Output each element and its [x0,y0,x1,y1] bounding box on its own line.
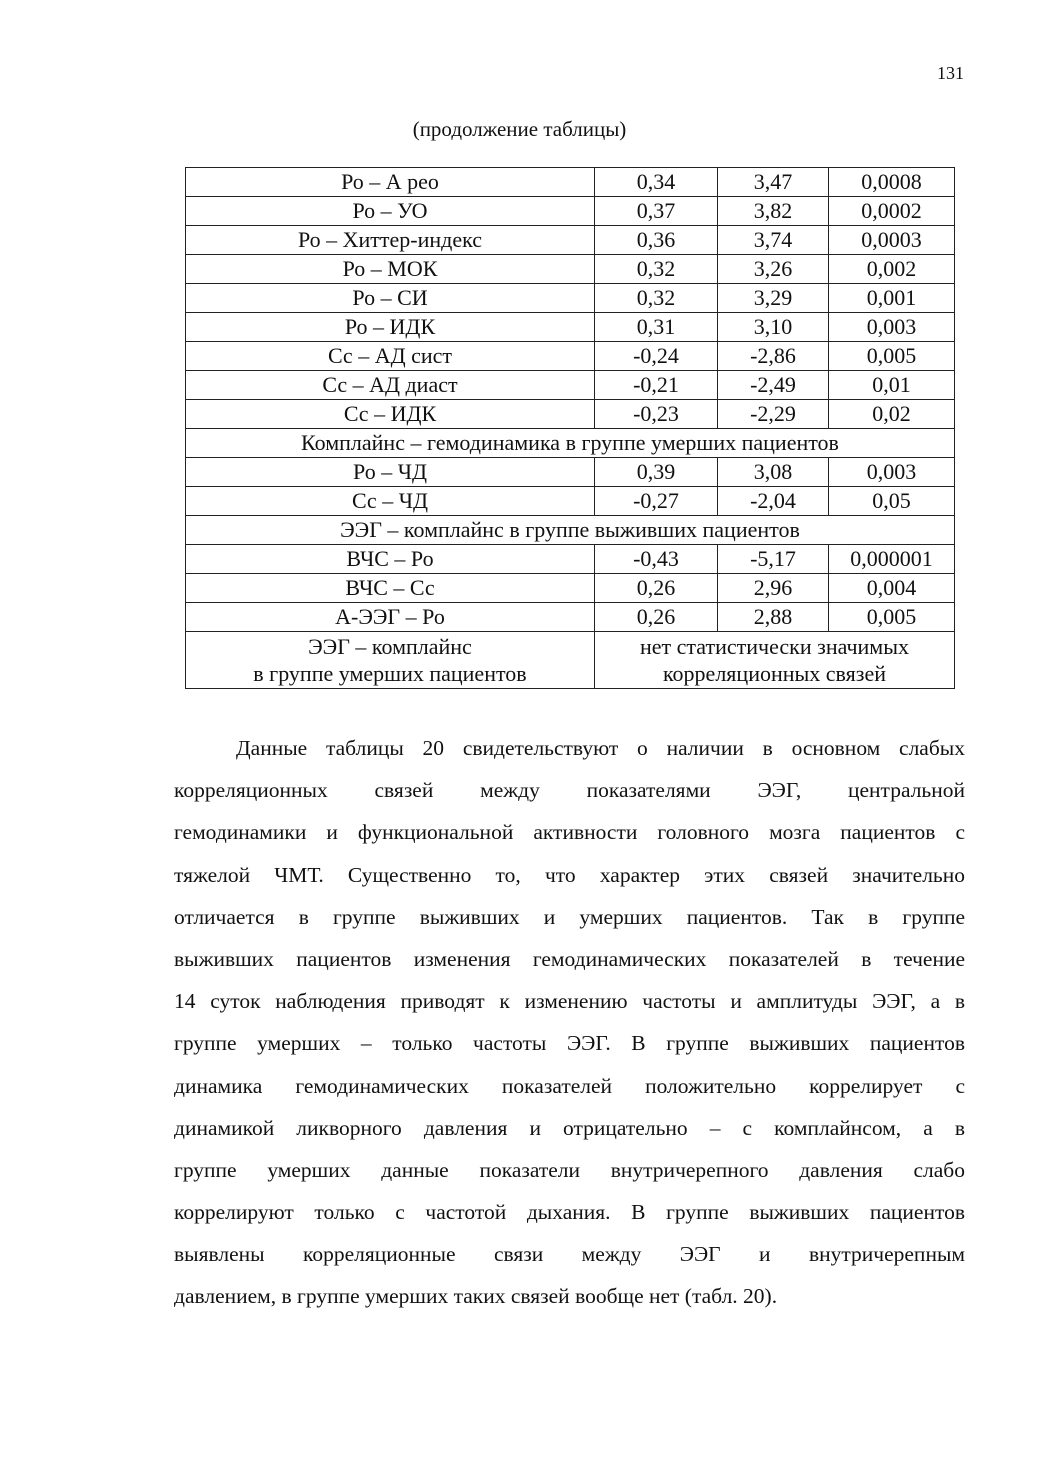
t-value-cell: -2,49 [718,371,829,400]
pair-label-cell: Сс – ИДК [186,400,595,429]
t-value-cell: 2,96 [718,574,829,603]
r-value-cell: 0,34 [595,168,718,197]
r-value-cell: -0,27 [595,487,718,516]
paragraph-line: группе умерших данные показатели внутричерепного давления слабо [174,1157,965,1182]
table-row [186,458,955,487]
body-paragraph [174,727,965,1318]
t-value-cell: 3,82 [718,197,829,226]
pair-label-cell: Ро – МОК [186,255,595,284]
table-row [186,487,955,516]
paragraph-line: динамика гемодинамических показателей положительно коррелирует с [174,1073,965,1098]
p-value-cell: 0,003 [829,313,955,342]
table-row [186,284,955,313]
pair-label-cell: Ро – А рео [186,168,595,197]
section-heading-cell: ЭЭГ – комплайнс в группе выживших пациентов [186,516,955,545]
table-row [186,400,955,429]
r-value-cell: 0,31 [595,313,718,342]
p-value-cell: 0,001 [829,284,955,313]
p-value-cell: 0,01 [829,371,955,400]
t-value-cell: 3,47 [718,168,829,197]
paragraph-line: выявлены корреляционные связи между ЭЭГ и внутричерепным [174,1242,965,1267]
r-value-cell: 0,37 [595,197,718,226]
t-value-cell: 3,08 [718,458,829,487]
pair-label-cell: Сс – АД диаст [186,371,595,400]
pair-label-cell: Ро – ЧД [186,458,595,487]
label-line: ЭЭГ – комплайнс [308,634,472,659]
note-line: корреляционных связей [662,661,887,686]
pair-label-cell: ВЧС – Сс [186,574,595,603]
r-value-cell: -0,23 [595,400,718,429]
table-caption: (продолжение таблицы) [412,117,627,141]
note-line: нет статистически значимых [639,634,910,659]
r-value-cell: -0,24 [595,342,718,371]
t-value-cell: -2,04 [718,487,829,516]
no-correlation-note-cell [595,632,955,689]
t-value-cell: -2,29 [718,400,829,429]
pair-label-cell: Ро – Хиттер-индекс [186,226,595,255]
r-value-cell: 0,32 [595,284,718,313]
t-value-cell: -2,86 [718,342,829,371]
page-number: 131 [937,63,964,83]
p-value-cell: 0,000001 [829,545,955,574]
p-value-cell: 0,02 [829,400,955,429]
p-value-cell: 0,0003 [829,226,955,255]
paragraph-line: тяжелой ЧМТ. Существенно то, что характер этих связей значительно [174,862,965,887]
p-value-cell: 0,0008 [829,168,955,197]
table-row [186,574,955,603]
pair-label-cell: Ро – СИ [186,284,595,313]
paragraph-line: корреляционных связей между показателями ЭЭГ, центральной [174,778,965,803]
correlation-table [185,167,955,689]
p-value-cell: 0,005 [829,342,955,371]
r-value-cell: 0,32 [595,255,718,284]
table-row [186,313,955,342]
pair-label-cell: Сс – АД сист [186,342,595,371]
paragraph-line: Данные таблицы 20 свидетельствуют о наличии в основном слабых [236,736,965,760]
pair-label-cell: Сс – ЧД [186,487,595,516]
r-value-cell: 0,26 [595,603,718,632]
section-heading-cell: Комплайнс – гемодинамика в группе умерших пациентов [186,429,955,458]
p-value-cell: 0,05 [829,487,955,516]
paragraph-line: отличается в группе выживших и умерших пациентов. Так в группе [174,904,965,929]
table-row [186,255,955,284]
table-row [186,371,955,400]
t-value-cell: -5,17 [718,545,829,574]
p-value-cell: 0,005 [829,603,955,632]
paragraph-line: группе умерших – только частоты ЭЭГ. В группе выживших пациентов [174,1031,965,1056]
table-row [186,632,955,689]
paragraph-line: коррелируют только с частотой дыхания. В группе выживших пациентов [174,1200,965,1225]
table-section-row [186,429,955,458]
paragraph-line: динамикой ликворного давления и отрицательно – с комплайнсом, а в [174,1115,965,1140]
p-value-cell: 0,002 [829,255,955,284]
r-value-cell: 0,26 [595,574,718,603]
pair-label-cell: ВЧС – Ро [186,545,595,574]
pair-label-cell: А-ЭЭГ – Ро [186,603,595,632]
paragraph-line: 14 суток наблюдения приводят к изменению частоты и амплитуды ЭЭГ, а в [174,989,965,1014]
table-row [186,603,955,632]
t-value-cell: 3,26 [718,255,829,284]
table-row [186,168,955,197]
table-section-row [186,516,955,545]
r-value-cell: -0,21 [595,371,718,400]
t-value-cell: 3,10 [718,313,829,342]
pair-label-cell [186,632,595,689]
pair-label-cell: Ро – УО [186,197,595,226]
table-row [186,226,955,255]
table-row [186,342,955,371]
r-value-cell: 0,36 [595,226,718,255]
pair-label-cell: Ро – ИДК [186,313,595,342]
t-value-cell: 3,74 [718,226,829,255]
paragraph-line: выживших пациентов изменения гемодинамических показателей в течение [174,946,965,971]
paragraph-line: давлением, в группе умерших таких связей вообще нет (табл. 20). [174,1284,778,1309]
p-value-cell: 0,003 [829,458,955,487]
p-value-cell: 0,0002 [829,197,955,226]
t-value-cell: 2,88 [718,603,829,632]
p-value-cell: 0,004 [829,574,955,603]
paragraph-line: гемодинамики и функциональной активности головного мозга пациентов с [174,820,965,845]
t-value-cell: 3,29 [718,284,829,313]
r-value-cell: 0,39 [595,458,718,487]
label-line: в группе умерших пациентов [253,661,527,686]
table-row [186,545,955,574]
r-value-cell: -0,43 [595,545,718,574]
table-row [186,197,955,226]
